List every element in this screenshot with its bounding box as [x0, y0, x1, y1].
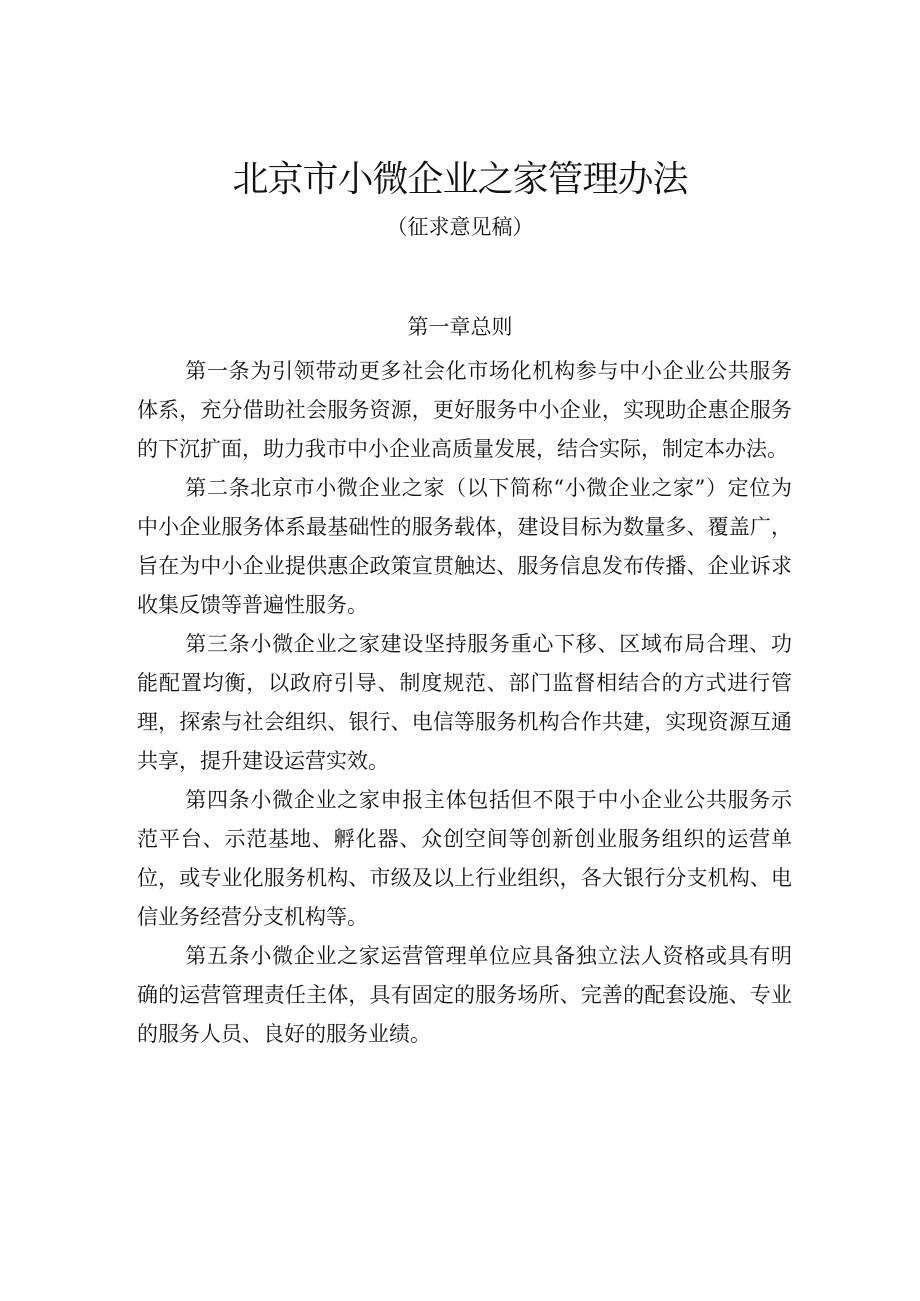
article-2: 第二条北京市小微企业之家（以下简称“小微企业之家”）定位为中小企业服务体系最基础性的服务载体，建设目标为数量多、覆盖广，旨在为中小企业提供惠企政策宣贯触达、服务信息发布传播、企业诉求收集反馈等普遍性服务。	[137, 476, 792, 617]
article-3: 第三条小微企业之家建设坚持服务重心下移、区域布局合理、功能配置均衡，以政府引导、制度规范、部门监督相结合的方式进行管理，探索与社会组织、银行、电信等服务机构合作共建，实现资源互通共享，提升建设运营实效。	[137, 632, 792, 773]
article-1: 第一条为引领带动更多社会化市场化机构参与中小企业公共服务体系，充分借助社会服务资源，更好服务中小企业，实现助企惠企服务的下沉扩面，助力我市中小企业高质量发展，结合实际，制定本办法。	[137, 359, 792, 461]
chapter-heading: 第一章总则	[407, 315, 513, 339]
document-title: 北京市小微企业之家管理办法	[232, 159, 688, 200]
document-body	[137, 352, 792, 1054]
article-5: 第五条小微企业之家运营管理单位应具备独立法人资格或具有明确的运营管理责任主体，具有固定的服务场所、完善的配套设施、专业的服务人员、良好的服务业绩。	[137, 944, 792, 1046]
document-subtitle: （征求意见稿）	[386, 215, 534, 239]
article-4: 第四条小微企业之家申报主体包括但不限于中小企业公共服务示范平台、示范基地、孵化器、众创空间等创新创业服务组织的运营单位，或专业化服务机构、市级及以上行业组织，各大银行分支机构、电信业务经营分支机构等。	[137, 788, 792, 929]
